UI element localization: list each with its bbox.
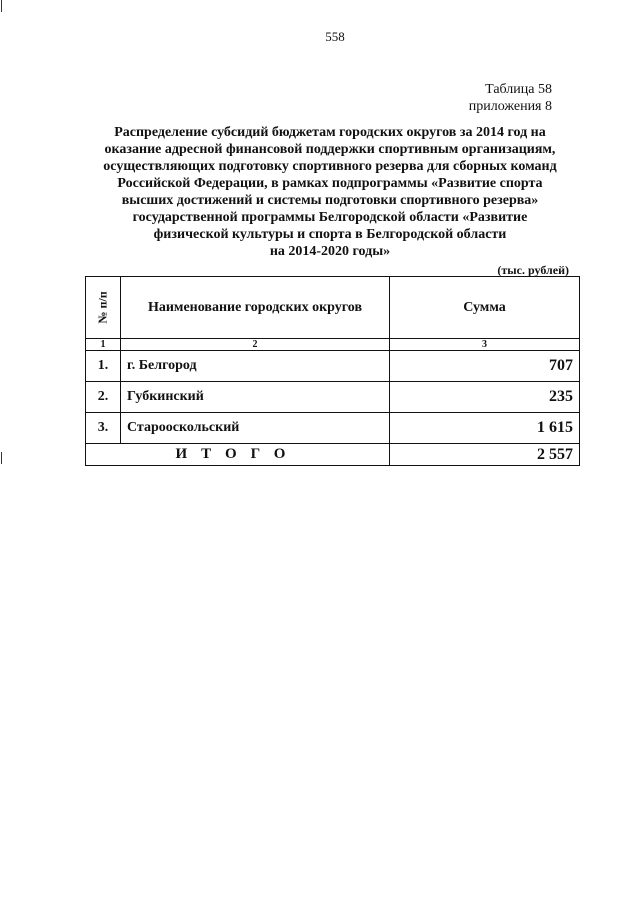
title-line: на 2014-2020 годы» — [269, 244, 391, 259]
title-line: Российской Федерации, в рамках подпрограммы «Развитие спорта — [117, 176, 543, 191]
table-row — [86, 351, 580, 382]
row-sum: 707 — [390, 351, 580, 382]
title-line: осуществляющих подготовку спортивного резерва для сборных команд — [103, 159, 557, 174]
title-line: государственной программы Белгородской области «Развитие — [132, 210, 528, 225]
total-row — [86, 444, 580, 466]
title-line: оказание адресной финансовой поддержки спортивным организациям, — [104, 142, 556, 157]
title-line: Распределение субсидий бюджетам городских округов за 2014 год на — [114, 125, 546, 140]
table-header-row — [86, 277, 580, 339]
table-row — [86, 413, 580, 444]
page-number: 558 — [325, 29, 345, 44]
header-number-label: № п/п — [95, 290, 110, 324]
row-number: 1. — [86, 351, 121, 382]
scan-edge-mark-top — [1, 0, 2, 12]
total-sum: 2 557 — [390, 444, 580, 466]
document-title — [80, 124, 580, 260]
column-index: 3 — [390, 339, 580, 351]
header-name: Наименование городских округов — [121, 277, 390, 339]
row-sum: 1 615 — [390, 413, 580, 444]
unit-note: (тыс. рублей) — [497, 263, 569, 277]
row-name: Старооскольский — [121, 413, 390, 444]
table-reference — [469, 81, 552, 115]
row-number: 2. — [86, 382, 121, 413]
subsidy-table — [85, 276, 580, 466]
row-number: 3. — [86, 413, 121, 444]
row-sum: 235 — [390, 382, 580, 413]
scan-edge-mark-middle — [1, 452, 2, 464]
column-index-row — [86, 339, 580, 351]
column-index: 2 — [121, 339, 390, 351]
table-row — [86, 382, 580, 413]
table-reference-line-2: приложения 8 — [468, 99, 552, 114]
column-index: 1 — [86, 339, 121, 351]
header-number — [86, 277, 121, 339]
title-line: высших достижений и системы подготовки спортивного резерва» — [121, 193, 539, 208]
total-label: ИТОГО — [86, 444, 390, 466]
row-name: г. Белгород — [121, 351, 390, 382]
title-line: физической культуры и спорта в Белгородской области — [153, 227, 507, 242]
table-reference-line-1: Таблица 58 — [485, 82, 552, 97]
row-name: Губкинский — [121, 382, 390, 413]
header-sum: Сумма — [390, 277, 580, 339]
